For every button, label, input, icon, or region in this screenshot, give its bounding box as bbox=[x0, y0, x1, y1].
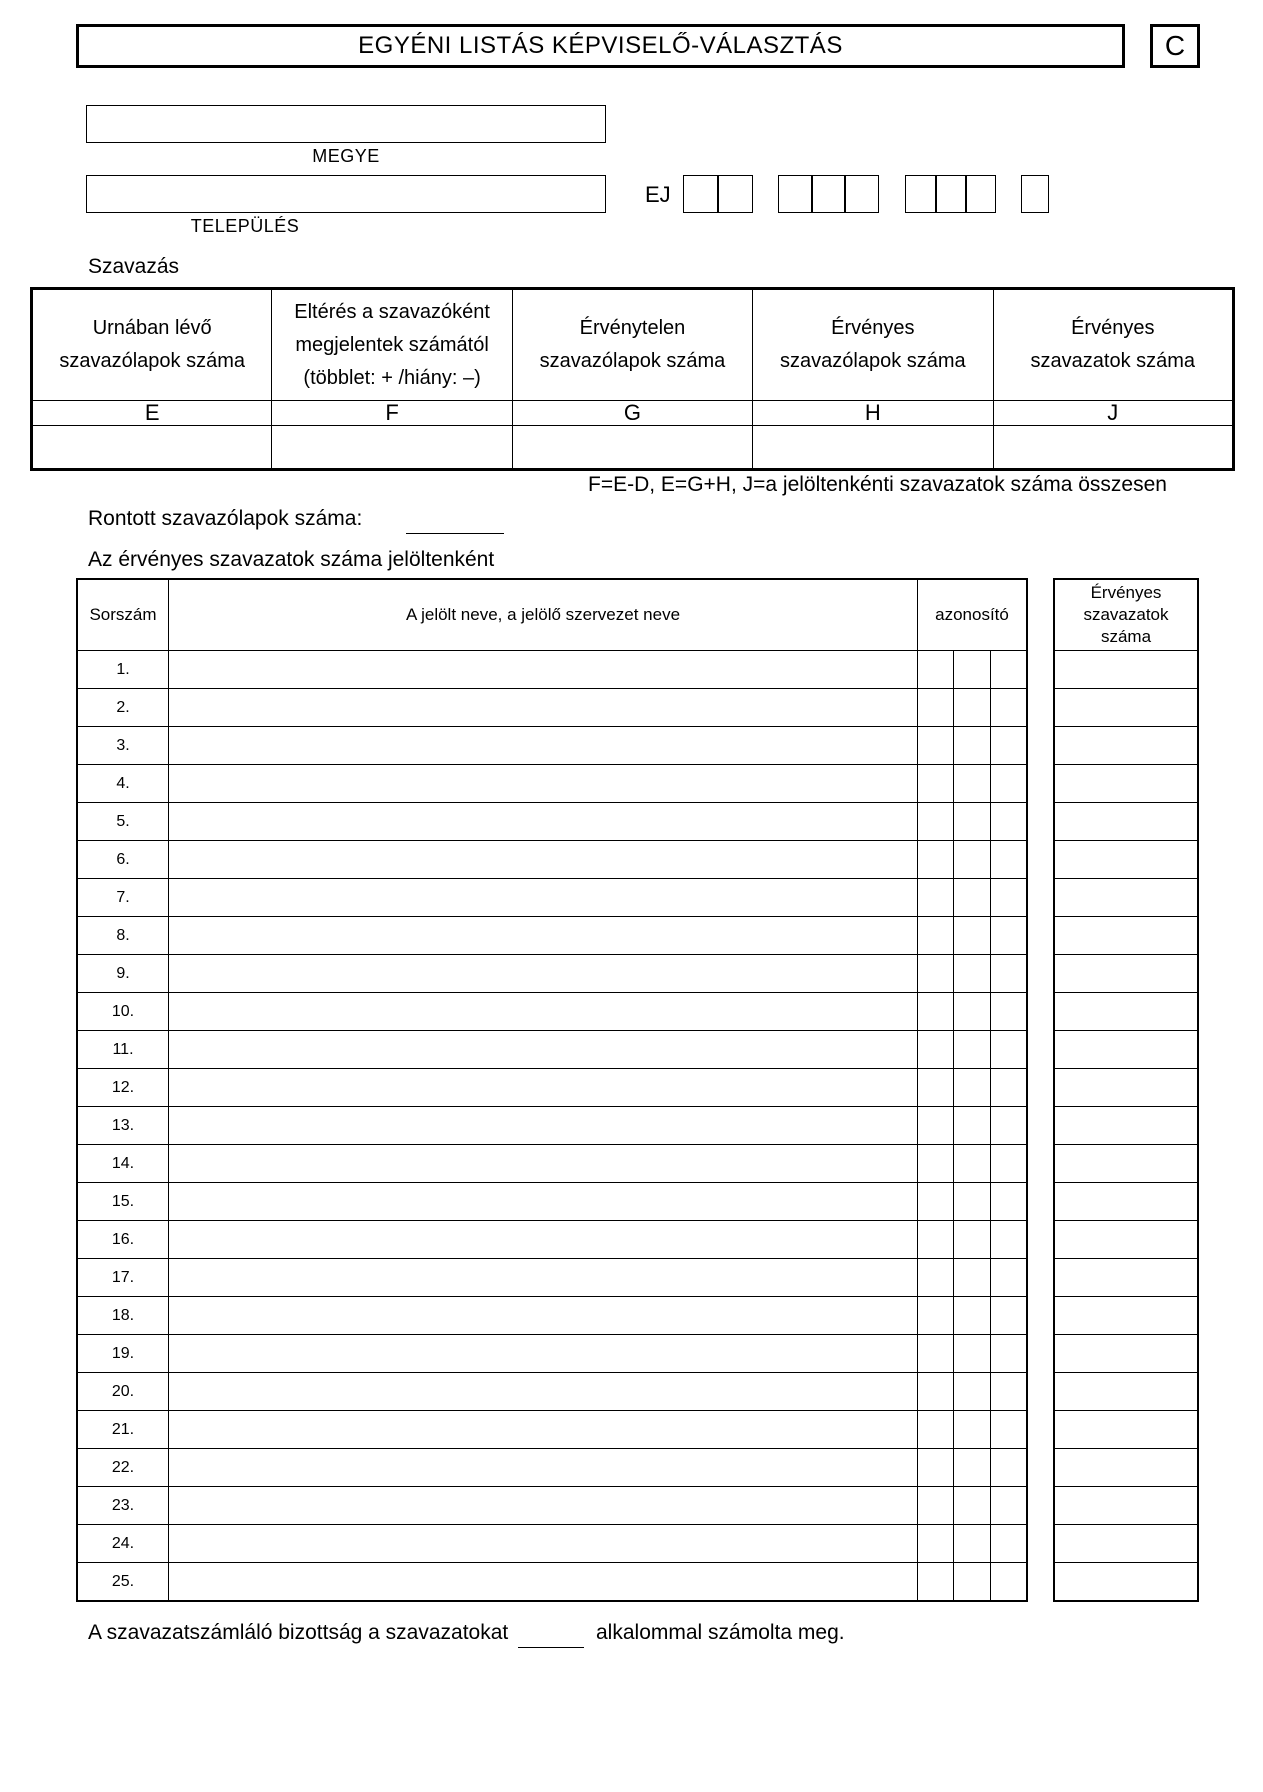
ej-digit-box[interactable] bbox=[778, 175, 813, 213]
row-number: 25. bbox=[77, 1563, 169, 1602]
footer-text-before: A szavazatszámláló bizottság a szavazatokat bbox=[88, 1621, 509, 1644]
id-cell[interactable] bbox=[954, 841, 990, 879]
candidate-name-cell[interactable] bbox=[169, 1107, 918, 1145]
candidate-row bbox=[77, 879, 1027, 917]
candidate-row bbox=[77, 727, 1027, 765]
valid-votes-cell[interactable] bbox=[1054, 1449, 1198, 1487]
candidate-name-cell[interactable] bbox=[169, 1449, 918, 1487]
candidate-name-cell[interactable] bbox=[169, 727, 918, 765]
valid-votes-cell[interactable] bbox=[1054, 727, 1198, 765]
id-cell[interactable] bbox=[954, 803, 990, 841]
id-cell[interactable] bbox=[954, 1221, 990, 1259]
candidate-row bbox=[77, 1145, 1027, 1183]
candidate-name-cell[interactable] bbox=[169, 1031, 918, 1069]
candidate-name-cell[interactable] bbox=[169, 879, 918, 917]
row-number: 8. bbox=[77, 917, 169, 955]
valid-votes-row bbox=[1054, 1373, 1198, 1411]
county-field[interactable] bbox=[86, 105, 606, 143]
valid-votes-row bbox=[1054, 1183, 1198, 1221]
id-cell[interactable] bbox=[990, 1031, 1027, 1069]
id-cell[interactable] bbox=[990, 651, 1027, 689]
valid-votes-row bbox=[1054, 1487, 1198, 1525]
row-number: 11. bbox=[77, 1031, 169, 1069]
id-cell[interactable] bbox=[954, 1031, 990, 1069]
candidate-name-cell[interactable] bbox=[169, 689, 918, 727]
candidate-name-cell[interactable] bbox=[169, 1069, 918, 1107]
candidate-row bbox=[77, 917, 1027, 955]
candidate-name-cell[interactable] bbox=[169, 955, 918, 993]
id-cell[interactable] bbox=[990, 803, 1027, 841]
voting-code: F bbox=[272, 401, 512, 426]
row-number: 21. bbox=[77, 1411, 169, 1449]
row-number: 20. bbox=[77, 1373, 169, 1411]
candidate-name-cell[interactable] bbox=[169, 765, 918, 803]
row-number: 22. bbox=[77, 1449, 169, 1487]
valid-votes-row bbox=[1054, 727, 1198, 765]
valid-votes-row bbox=[1054, 879, 1198, 917]
valid-votes-row bbox=[1054, 1107, 1198, 1145]
row-number: 24. bbox=[77, 1525, 169, 1563]
id-cell[interactable] bbox=[918, 1145, 954, 1183]
id-cell[interactable] bbox=[990, 1145, 1027, 1183]
valid-votes-cell[interactable] bbox=[1054, 1563, 1198, 1602]
id-cell[interactable] bbox=[918, 689, 954, 727]
id-cell[interactable] bbox=[954, 1069, 990, 1107]
ej-digit-box[interactable] bbox=[1021, 175, 1049, 213]
voting-code: E bbox=[32, 401, 272, 426]
voting-code: G bbox=[512, 401, 752, 426]
id-cell[interactable] bbox=[918, 1525, 954, 1563]
settlement-field[interactable] bbox=[86, 175, 606, 213]
candidate-name-cell[interactable] bbox=[169, 917, 918, 955]
candidates-table bbox=[76, 578, 1028, 1602]
voting-entry-cell[interactable] bbox=[272, 426, 512, 470]
row-number: 14. bbox=[77, 1145, 169, 1183]
valid-votes-cell[interactable] bbox=[1054, 917, 1198, 955]
candidates-header-row bbox=[77, 579, 1027, 651]
valid-votes-row bbox=[1054, 993, 1198, 1031]
id-cell[interactable] bbox=[954, 1373, 990, 1411]
row-number: 3. bbox=[77, 727, 169, 765]
voting-summary-table bbox=[30, 287, 1235, 471]
valid-votes-row bbox=[1054, 1525, 1198, 1563]
valid-votes-row bbox=[1054, 651, 1198, 689]
settlement-caption: TELEPÜLÉS bbox=[190, 216, 300, 236]
id-cell[interactable] bbox=[918, 1031, 954, 1069]
valid-votes-cell[interactable] bbox=[1054, 651, 1198, 689]
valid-votes-row bbox=[1054, 689, 1198, 727]
valid-votes-cell[interactable] bbox=[1054, 1069, 1198, 1107]
voting-header-row bbox=[32, 289, 1234, 401]
valid-votes-row bbox=[1054, 1031, 1198, 1069]
id-cell[interactable] bbox=[918, 1335, 954, 1373]
candidate-row bbox=[77, 803, 1027, 841]
valid-votes-table bbox=[1053, 578, 1199, 1602]
candidate-name-cell[interactable] bbox=[169, 1297, 918, 1335]
valid-votes-row bbox=[1054, 955, 1198, 993]
id-cell[interactable] bbox=[990, 1525, 1027, 1563]
count-entry-line[interactable] bbox=[518, 1622, 584, 1648]
voting-col-header: Érvénytelen szavazólapok száma bbox=[512, 289, 752, 401]
id-cell[interactable] bbox=[954, 1335, 990, 1373]
candidate-row bbox=[77, 651, 1027, 689]
ej-label: EJ bbox=[645, 182, 671, 207]
candidate-name-cell[interactable] bbox=[169, 651, 918, 689]
row-number: 2. bbox=[77, 689, 169, 727]
voting-code-row bbox=[32, 401, 1234, 426]
id-cell[interactable] bbox=[918, 1487, 954, 1525]
id-cell[interactable] bbox=[954, 1183, 990, 1221]
id-cell[interactable] bbox=[990, 1107, 1027, 1145]
candidate-row bbox=[77, 1411, 1027, 1449]
id-cell[interactable] bbox=[918, 955, 954, 993]
voting-code: J bbox=[993, 401, 1233, 426]
voting-entry-cell[interactable] bbox=[753, 426, 993, 470]
valid-votes-row bbox=[1054, 841, 1198, 879]
valid-votes-cell[interactable] bbox=[1054, 879, 1198, 917]
id-cell[interactable] bbox=[918, 1373, 954, 1411]
id-cell[interactable] bbox=[954, 1525, 990, 1563]
candidate-row bbox=[77, 841, 1027, 879]
row-number: 5. bbox=[77, 803, 169, 841]
voting-code: H bbox=[753, 401, 993, 426]
row-number: 16. bbox=[77, 1221, 169, 1259]
candidate-name-cell[interactable] bbox=[169, 1373, 918, 1411]
valid-votes-row bbox=[1054, 1563, 1198, 1602]
ej-digit-box[interactable] bbox=[683, 175, 719, 213]
candidate-name-cell[interactable] bbox=[169, 1335, 918, 1373]
valid-votes-header-row bbox=[1054, 579, 1198, 651]
form-title bbox=[76, 24, 1125, 68]
candidate-row bbox=[77, 1107, 1027, 1145]
voting-col-header: Érvényes szavazatok száma bbox=[993, 289, 1233, 401]
id-cell[interactable] bbox=[918, 879, 954, 917]
valid-votes-cell[interactable] bbox=[1054, 1031, 1198, 1069]
id-cell[interactable] bbox=[954, 651, 990, 689]
voting-heading: Szavazás bbox=[88, 255, 180, 278]
id-cell[interactable] bbox=[990, 1411, 1027, 1449]
col-name-header: A jelölt neve, a jelölő szervezet neve bbox=[169, 579, 918, 651]
valid-votes-row bbox=[1054, 917, 1198, 955]
voting-col-header: Érvényes szavazólapok száma bbox=[753, 289, 993, 401]
id-cell[interactable] bbox=[918, 1259, 954, 1297]
valid-votes-row bbox=[1054, 1145, 1198, 1183]
col-valid-header: Érvényes szavazatok száma bbox=[1054, 579, 1198, 651]
valid-votes-row bbox=[1054, 1259, 1198, 1297]
form-letter-text: C bbox=[1164, 30, 1186, 61]
candidate-row bbox=[77, 1335, 1027, 1373]
ej-digit-box[interactable] bbox=[905, 175, 937, 213]
id-cell[interactable] bbox=[918, 765, 954, 803]
candidate-row bbox=[77, 1563, 1027, 1602]
candidate-row bbox=[77, 765, 1027, 803]
id-cell[interactable] bbox=[990, 1335, 1027, 1373]
row-number: 4. bbox=[77, 765, 169, 803]
id-cell[interactable] bbox=[918, 1449, 954, 1487]
footer-text-after: alkalommal számolta meg. bbox=[596, 1621, 845, 1644]
id-cell[interactable] bbox=[954, 955, 990, 993]
ej-digit-box[interactable] bbox=[935, 175, 967, 213]
id-cell[interactable] bbox=[990, 993, 1027, 1031]
ej-digit-box[interactable] bbox=[965, 175, 996, 213]
id-cell[interactable] bbox=[954, 879, 990, 917]
candidate-name-cell[interactable] bbox=[169, 841, 918, 879]
candidate-row bbox=[77, 1221, 1027, 1259]
row-number: 18. bbox=[77, 1297, 169, 1335]
id-cell[interactable] bbox=[990, 841, 1027, 879]
candidate-name-cell[interactable] bbox=[169, 1487, 918, 1525]
id-cell[interactable] bbox=[954, 1259, 990, 1297]
id-cell[interactable] bbox=[918, 993, 954, 1031]
id-cell[interactable] bbox=[954, 1411, 990, 1449]
id-cell[interactable] bbox=[954, 917, 990, 955]
candidate-row bbox=[77, 1525, 1027, 1563]
id-cell[interactable] bbox=[990, 879, 1027, 917]
valid-votes-cell[interactable] bbox=[1054, 1487, 1198, 1525]
ej-digit-box[interactable] bbox=[844, 175, 879, 213]
id-cell[interactable] bbox=[990, 1373, 1027, 1411]
valid-votes-cell[interactable] bbox=[1054, 1373, 1198, 1411]
voting-entry-cell[interactable] bbox=[32, 426, 272, 470]
valid-votes-row bbox=[1054, 803, 1198, 841]
valid-votes-row bbox=[1054, 1297, 1198, 1335]
valid-votes-row bbox=[1054, 765, 1198, 803]
candidate-row bbox=[77, 1487, 1027, 1525]
id-cell[interactable] bbox=[918, 1563, 954, 1602]
candidate-row bbox=[77, 1259, 1027, 1297]
valid-votes-row bbox=[1054, 1449, 1198, 1487]
id-cell[interactable] bbox=[918, 651, 954, 689]
valid-votes-cell[interactable] bbox=[1054, 1107, 1198, 1145]
candidate-name-cell[interactable] bbox=[169, 1145, 918, 1183]
valid-votes-row bbox=[1054, 1411, 1198, 1449]
valid-votes-row bbox=[1054, 1069, 1198, 1107]
candidate-name-cell[interactable] bbox=[169, 1411, 918, 1449]
valid-votes-cell[interactable] bbox=[1054, 765, 1198, 803]
id-cell[interactable] bbox=[990, 1297, 1027, 1335]
row-number: 7. bbox=[77, 879, 169, 917]
candidate-row bbox=[77, 1031, 1027, 1069]
id-cell[interactable] bbox=[954, 1297, 990, 1335]
row-number: 19. bbox=[77, 1335, 169, 1373]
valid-votes-row bbox=[1054, 1221, 1198, 1259]
candidate-row bbox=[77, 1297, 1027, 1335]
col-number-header: Sorszám bbox=[77, 579, 169, 651]
id-cell[interactable] bbox=[990, 1259, 1027, 1297]
candidate-name-cell[interactable] bbox=[169, 1525, 918, 1563]
candidate-row bbox=[77, 1449, 1027, 1487]
formula-note: F=E-D, E=G+H, J=a jelöltenkénti szavazatok száma összesen bbox=[588, 473, 1167, 496]
id-cell[interactable] bbox=[954, 1145, 990, 1183]
candidate-name-cell[interactable] bbox=[169, 1563, 918, 1602]
candidate-row bbox=[77, 1373, 1027, 1411]
id-cell[interactable] bbox=[918, 1107, 954, 1145]
id-cell[interactable] bbox=[990, 1221, 1027, 1259]
valid-votes-cell[interactable] bbox=[1054, 1145, 1198, 1183]
row-number: 10. bbox=[77, 993, 169, 1031]
id-cell[interactable] bbox=[954, 765, 990, 803]
candidate-row bbox=[77, 955, 1027, 993]
valid-votes-cell[interactable] bbox=[1054, 1411, 1198, 1449]
voting-entry-row bbox=[32, 426, 1234, 470]
id-cell[interactable] bbox=[990, 1449, 1027, 1487]
row-number: 6. bbox=[77, 841, 169, 879]
voting-entry-cell[interactable] bbox=[512, 426, 752, 470]
form-title-text: EGYÉNI LISTÁS KÉPVISELŐ-VÁLASZTÁS bbox=[358, 32, 843, 59]
ej-digit-box[interactable] bbox=[717, 175, 753, 213]
valid-votes-cell[interactable] bbox=[1054, 955, 1198, 993]
col-id-header: azonosító bbox=[918, 579, 1028, 651]
row-number: 12. bbox=[77, 1069, 169, 1107]
candidate-name-cell[interactable] bbox=[169, 993, 918, 1031]
spoiled-label: Rontott szavazólapok száma: bbox=[88, 507, 363, 530]
id-cell[interactable] bbox=[918, 727, 954, 765]
valid-votes-cell[interactable] bbox=[1054, 993, 1198, 1031]
id-cell[interactable] bbox=[918, 917, 954, 955]
id-cell[interactable] bbox=[918, 1221, 954, 1259]
valid-votes-cell[interactable] bbox=[1054, 1259, 1198, 1297]
candidate-name-cell[interactable] bbox=[169, 803, 918, 841]
id-cell[interactable] bbox=[990, 1487, 1027, 1525]
row-number: 17. bbox=[77, 1259, 169, 1297]
id-cell[interactable] bbox=[990, 955, 1027, 993]
valid-votes-cell[interactable] bbox=[1054, 1525, 1198, 1563]
candidate-row bbox=[77, 689, 1027, 727]
id-cell[interactable] bbox=[954, 1107, 990, 1145]
form-letter-badge bbox=[1150, 24, 1200, 68]
id-cell[interactable] bbox=[954, 1487, 990, 1525]
valid-votes-cell[interactable] bbox=[1054, 803, 1198, 841]
id-cell[interactable] bbox=[918, 1297, 954, 1335]
row-number: 13. bbox=[77, 1107, 169, 1145]
candidate-row bbox=[77, 1183, 1027, 1221]
id-cell[interactable] bbox=[918, 1183, 954, 1221]
candidate-row bbox=[77, 993, 1027, 1031]
candidates-heading: Az érvényes szavazatok száma jelöltenként bbox=[88, 548, 495, 571]
candidate-name-cell[interactable] bbox=[169, 1221, 918, 1259]
id-cell[interactable] bbox=[954, 689, 990, 727]
valid-votes-cell[interactable] bbox=[1054, 1183, 1198, 1221]
id-cell[interactable] bbox=[990, 917, 1027, 955]
county-caption: MEGYE bbox=[312, 146, 380, 166]
id-cell[interactable] bbox=[954, 1563, 990, 1602]
ej-digit-box[interactable] bbox=[811, 175, 846, 213]
id-cell[interactable] bbox=[990, 727, 1027, 765]
row-number: 15. bbox=[77, 1183, 169, 1221]
valid-votes-row bbox=[1054, 1335, 1198, 1373]
row-number: 9. bbox=[77, 955, 169, 993]
voting-col-header: Eltérés a szavazóként megjelentek számától (többlet: + /hiány: –) bbox=[272, 289, 512, 401]
id-cell[interactable] bbox=[954, 993, 990, 1031]
id-cell[interactable] bbox=[990, 765, 1027, 803]
id-cell[interactable] bbox=[990, 689, 1027, 727]
id-cell[interactable] bbox=[918, 803, 954, 841]
valid-votes-cell[interactable] bbox=[1054, 689, 1198, 727]
id-cell[interactable] bbox=[918, 1069, 954, 1107]
row-number: 1. bbox=[77, 651, 169, 689]
candidate-name-cell[interactable] bbox=[169, 1183, 918, 1221]
spoiled-entry-line[interactable] bbox=[406, 508, 504, 534]
valid-votes-cell[interactable] bbox=[1054, 1221, 1198, 1259]
id-cell[interactable] bbox=[954, 727, 990, 765]
row-number: 23. bbox=[77, 1487, 169, 1525]
id-cell[interactable] bbox=[990, 1183, 1027, 1221]
id-cell[interactable] bbox=[954, 1449, 990, 1487]
valid-votes-cell[interactable] bbox=[1054, 1297, 1198, 1335]
voting-entry-cell[interactable] bbox=[993, 426, 1233, 470]
id-cell[interactable] bbox=[990, 1069, 1027, 1107]
valid-votes-cell[interactable] bbox=[1054, 1335, 1198, 1373]
voting-col-header: Urnában lévő szavazólapok száma bbox=[32, 289, 272, 401]
id-cell[interactable] bbox=[918, 841, 954, 879]
valid-votes-cell[interactable] bbox=[1054, 841, 1198, 879]
id-cell[interactable] bbox=[990, 1563, 1027, 1602]
candidate-name-cell[interactable] bbox=[169, 1259, 918, 1297]
candidate-row bbox=[77, 1069, 1027, 1107]
id-cell[interactable] bbox=[918, 1411, 954, 1449]
